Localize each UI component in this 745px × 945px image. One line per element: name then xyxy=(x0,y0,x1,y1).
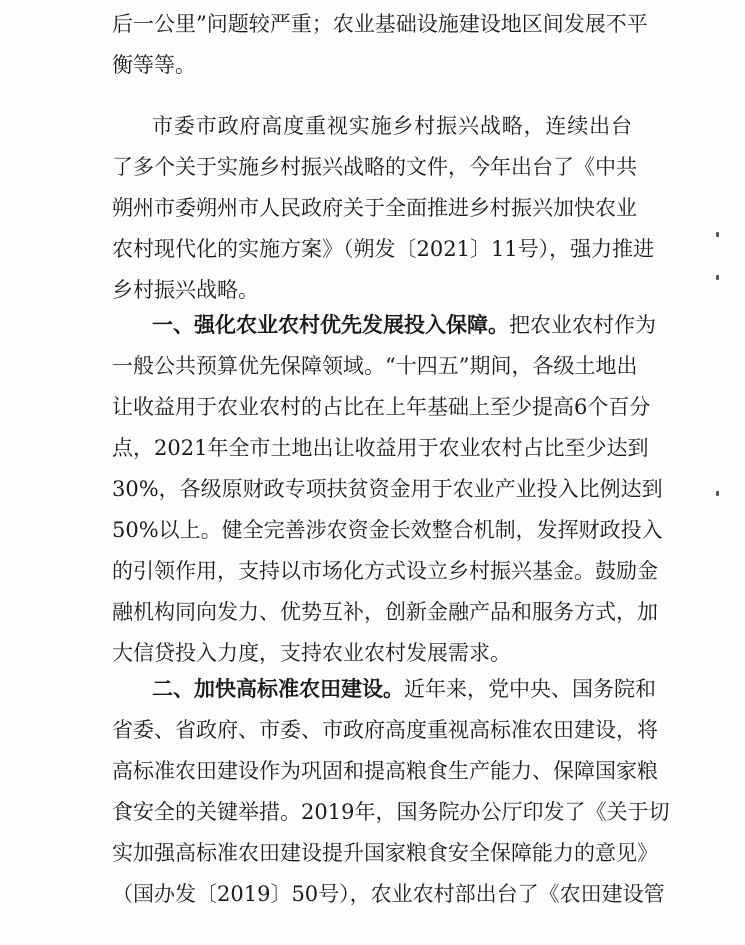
body-line xyxy=(112,387,651,427)
body-line xyxy=(112,270,632,310)
body-line xyxy=(112,428,649,468)
body-line xyxy=(112,4,648,44)
body-line xyxy=(112,551,658,591)
body-line xyxy=(112,710,658,750)
body-line xyxy=(112,510,663,550)
body-line xyxy=(112,469,663,509)
section-heading: 一、强化农业农村优先发展投入保障。 xyxy=(152,312,509,337)
line-text: 高标准农田建设作为巩固和提高粮食生产能力、保障国家粮 xyxy=(112,759,658,783)
line-text: 乡村振兴战略。 xyxy=(112,278,259,302)
section-heading-line xyxy=(152,305,656,345)
line-text: 的引领作用，支持以市场化方式设立乡村振兴基金。鼓励金 xyxy=(112,559,658,583)
body-line xyxy=(112,45,632,85)
line-text: 后一公里”问题较严重；农业基础设施建设地区间发展不平 xyxy=(112,12,648,36)
scan-speck xyxy=(716,491,719,496)
scan-speck xyxy=(716,232,719,237)
body-line xyxy=(112,346,638,386)
body-line xyxy=(112,229,655,269)
body-line xyxy=(112,592,658,632)
line-text: 让收益用于农业农村的占比在上年基础上至少提高6个百分 xyxy=(112,395,651,419)
line-text: 把农业农村作为 xyxy=(509,313,656,337)
line-text: 融机构同向发力、优势互补，创新金融产品和服务方式，加 xyxy=(112,600,658,624)
line-text: 食安全的关键举措。2019年，国务院办公厅印发了《关于切 xyxy=(112,800,670,824)
body-line xyxy=(112,147,637,187)
line-text: 农村现代化的实施方案》（朔发〔2021〕11号），强力推进 xyxy=(112,237,655,261)
line-text: 点，2021年全市土地出让收益用于农业农村占比至少达到 xyxy=(112,436,649,460)
line-text: 衡等等。 xyxy=(112,53,196,77)
body-line xyxy=(112,833,658,873)
section-heading-line xyxy=(152,669,656,709)
body-line xyxy=(112,188,637,228)
line-text: 大信贷投入力度，支持农业农村发展需求。 xyxy=(112,641,511,665)
line-text: （国办发〔2019〕50号），农业农村部出台了《农田建设管 xyxy=(112,882,665,906)
line-text: 50%以上。健全完善涉农资金长效整合机制，发挥财政投入 xyxy=(112,518,663,542)
scan-speck xyxy=(716,275,719,280)
line-text: 近年来，党中央、国务院和 xyxy=(404,677,656,701)
body-line xyxy=(112,751,658,791)
paragraph-first-line xyxy=(152,106,632,146)
line-text: 省委、省政府、市委、市政府高度重视高标准农田建设，将 xyxy=(112,718,658,742)
line-text: 市委市政府高度重视实施乡村振兴战略，连续出台 xyxy=(152,114,632,138)
line-text: 朔州市委朔州市人民政府关于全面推进乡村振兴加快农业 xyxy=(112,196,637,220)
body-line xyxy=(112,874,665,914)
body-line xyxy=(112,792,670,832)
line-text: 实加强高标准农田建设提升国家粮食安全保障能力的意见》 xyxy=(112,841,658,865)
line-text: 了多个关于实施乡村振兴战略的文件，今年出台了《中共 xyxy=(112,155,637,179)
body-line xyxy=(112,633,632,673)
section-heading: 二、加快高标准农田建设。 xyxy=(152,676,404,701)
line-text: 一般公共预算优先保障领域。“十四五”期间，各级土地出 xyxy=(112,354,638,378)
line-text: 30%，各级原财政专项扶贫资金用于农业产业投入比例达到 xyxy=(112,477,663,501)
